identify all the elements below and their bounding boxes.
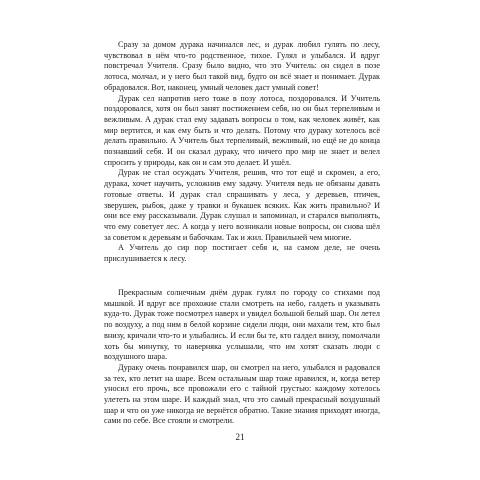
story-balloon [104, 288, 380, 427]
paragraph: Сразу за домом дурака начинался лес, и дурак любил гулять по лесу, чувствовал в нём что-то родственное, тихое. Гулял и улыбался. И вдруг повстречал Учителя. Сразу было видно, что это Учитель: он сидел в позе лотоса, молчал, и у него был такой вид, будто он всё знает и понимает. Дурак обрадовался. Вот, наконец, умный человек даст умный совет! [104, 40, 380, 92]
page-number: 21 [235, 432, 245, 442]
paragraph: Дурак сел напротив него тоже в позу лотоса, поздоровался. И Учитель поздоровался, хотя он был занят постижением себя, но он был терпеливым и вежливым. А дурак стал ему задавать вопросы о том, как человек живёт, как мир вертится, и как ему быть и что делать. Потому что дураку хотелось всё делать правильно. А Учитель был терпеливый, вежливый, но ещё не до конца познавший себя. И он сказал дураку, что ничего про мир не знает и велел спросить у природы, как он и сам это делает. И ушёл. [104, 93, 380, 167]
paragraph: Дураку очень понравился шар, он смотрел на него, улыбался и радовался за тех, кто летит на шаре. Всем остальным шар тоже нравился, и, когда ветер уносил его прочь, все провожали его с тайной грустью: каждому хотелось улететь на этом шаре. И каждый знал, что это самый прекрасный воздушный шар и что он уже никогда не вернётся обратно. Такие знания приходят иногда, сами по себе. Все стояли и смотрели. [104, 362, 380, 426]
paragraph: Прекрасным солнечным днём дурак гулял по городу со стихами под мышкой. И вдруг все прохожие стали смотреть на небо, галдеть и указывать куда-то. Дурак тоже посмотрел наверх и увидел большой белый шар. Он летел по воздуху, а под ним в белой корзине сидели люди, они махали тем, кто был внизу, кричали что-то и улыбались. И если бы те, кто галдел внизу, помолчали хоть бы минутку, то наверняка услышали, что им хотят сказать люди с воздушного шара. [104, 288, 380, 362]
story-forest-teacher [104, 40, 380, 265]
paragraph: Дурак не стал осуждать Учителя, решив, что тот ещё и скромен, а его, дурака, хочет научить, усложнив ему задачу. Учителя ведь не обязаны давать готовые ответы. И дурак стал спрашивать у леса, у деревьев, птичек, зверушек, рыбок, даже у травки и букашек всяких. Как жить правильно? И они все ему рассказывали. Дурак слушал и запоминал, и старался выполнять, что ему советует лес. А когда у него возникали новые вопросы, он снова шёл за советом к деревьям и бабочкам. Так и жил. Правильней чем многие. [104, 168, 380, 242]
paragraph: А Учитель до сир пор постигает себя и, на самом деле, не очень прислушивается к лесу. [104, 243, 380, 264]
